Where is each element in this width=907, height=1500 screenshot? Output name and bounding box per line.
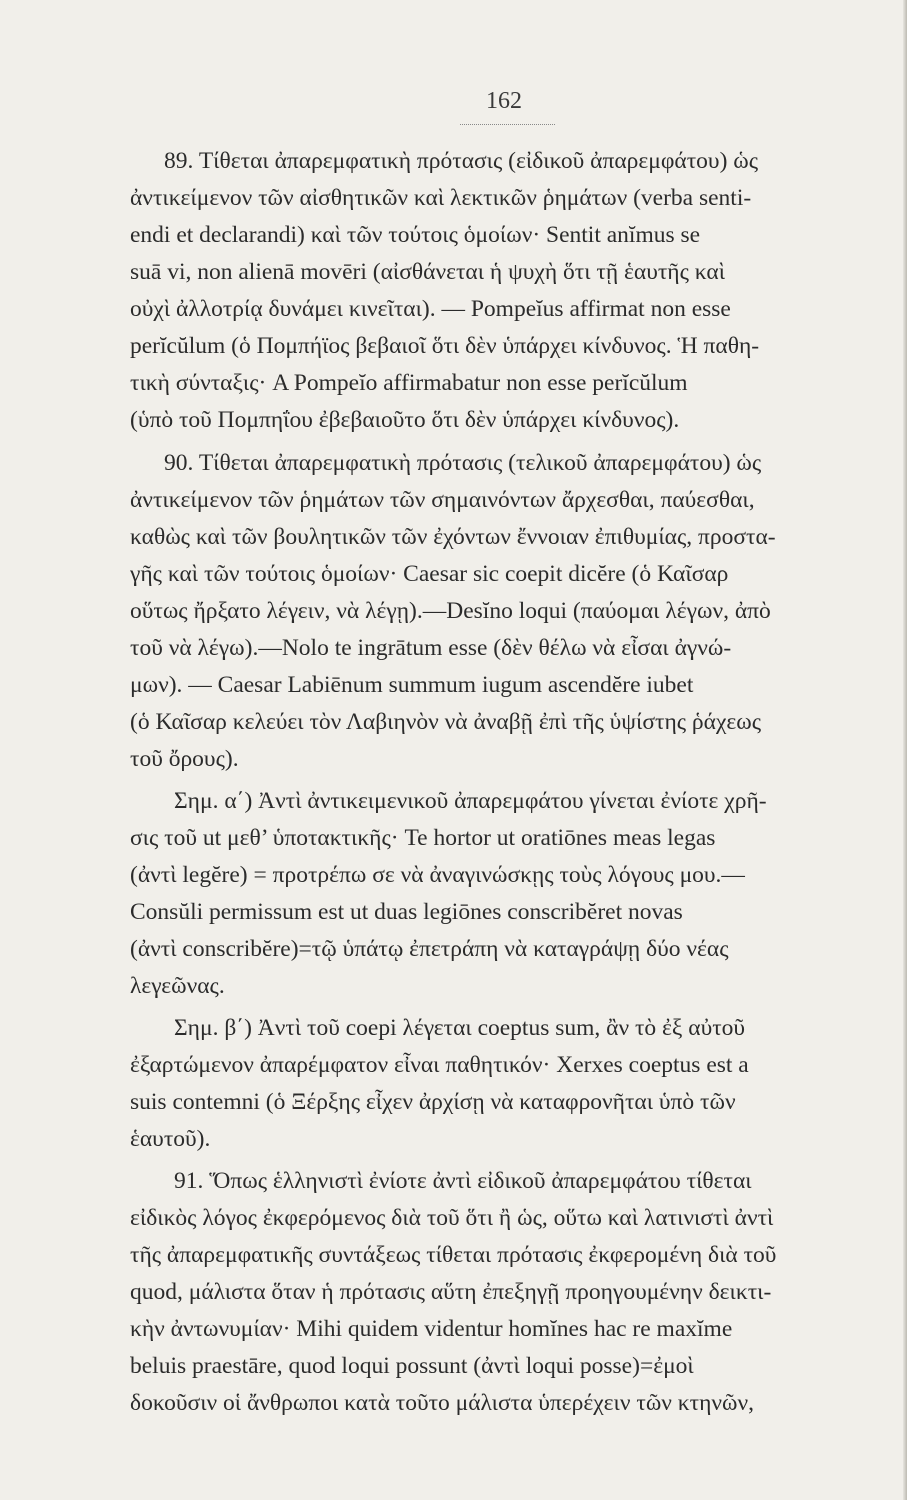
text-line: ἀντικείμενον τῶν ῥημάτων τῶν σημαινόντων ἄρχεσθαι, παύεσθαι, xyxy=(130,487,755,513)
text-line: Σημ. α΄) Ἀντὶ ἀντικειμενικοῦ ἀπαρεμφάτου γίνεται ἐνίοτε χρῆ- xyxy=(174,788,767,814)
text-line: ἀντικείμενον τῶν αἰσθητικῶν καὶ λεκτικῶν ῥημάτων (verba senti- xyxy=(130,185,752,211)
page-edge-shadow xyxy=(903,0,907,1500)
text-line: beluis praestāre, quod loqui possunt (ἀντὶ loqui posse)=ἐμοὶ xyxy=(130,1353,694,1379)
text-line: τικὴ σύνταξις· A Pompeĭo affirmabatur non esse perĭcŭlum xyxy=(130,370,688,396)
text-line: ἐξαρτώμενον ἀπαρέμφατον εἶναι παθητικόν· Xerxes coeptus est a xyxy=(130,1052,749,1078)
text-line: 90. Τίθεται ἀπαρεμφατικὴ πρότασις (τελικοῦ ἀπαρεμφάτου) ὡς xyxy=(164,450,762,476)
text-line: quod, μάλιστα ὅταν ἡ πρότασις αὕτη ἐπεξηγῇ προηγουμένην δεικτι- xyxy=(130,1279,772,1305)
text-line: εἰδικὸς λόγος ἐκφερόμενος διὰ τοῦ ὅτι ἢ ὡς, οὕτω καὶ λατινιστὶ ἀντὶ xyxy=(130,1205,774,1231)
text-line: δοκοῦσιν οἱ ἄνθρωποι κατὰ τοῦτο μάλιστα ὑπερέχειν τῶν κτηνῶν, xyxy=(130,1390,754,1416)
text-line: μων). — Caesar Labiēnum summum iugum ascendĕre iubet xyxy=(130,672,694,698)
text-line: suis contemni (ὁ Ξέρξης εἶχεν ἀρχίσῃ νὰ καταφρονῆται ὑπὸ τῶν xyxy=(130,1089,736,1115)
text-line: καθὼς καὶ τῶν βουλητικῶν τῶν ἐχόντων ἔννοιαν ἐπιθυμίας, προστα- xyxy=(130,524,776,550)
text-line: γῆς καὶ τῶν τούτοις ὁμοίων· Caesar sic coepit dicĕre (ὁ Καῖσαρ xyxy=(130,561,729,587)
text-line: τοῦ ὄρους). xyxy=(130,746,239,772)
text-line: perĭcŭlum (ὁ Πομπήϊος βεβαιοῖ ὅτι δὲν ὑπάρχει κίνδυνος. Ἡ παθη- xyxy=(130,333,760,359)
text-line: 91. Ὅπως ἑλληνιστὶ ἐνίοτε ἀντὶ εἰδικοῦ ἀπαρεμφάτου τίθεται xyxy=(174,1168,752,1194)
text-line: λεγεῶνας. xyxy=(130,973,225,999)
text-line: τῆς ἀπαρεμφατικῆς συντάξεως τίθεται πρότασις ἐκφερομένη διὰ τοῦ xyxy=(130,1242,777,1268)
text-line: (ἀντὶ conscribĕre)=τῷ ὑπάτῳ ἐπετράπη νὰ καταγράψῃ δύο νέας xyxy=(130,936,729,962)
text-line: (ἀντὶ legĕre) = προτρέπω σε νὰ ἀναγινώσκῃς τοὺς λόγους μου.— xyxy=(130,862,745,888)
text-line: σις τοῦ ut μεθ’ ὑποτακτικῆς· Te hortor ut oratiōnes meas legas xyxy=(130,825,716,851)
text-line: (ὁ Καῖσαρ κελεύει τὸν Λαβιηνὸν νὰ ἀναβῇ ἐπὶ τῆς ὑψίστης ῥάχεως xyxy=(130,709,762,735)
text-line: οὕτως ἤρξατο λέγειν, νὰ λέγῃ).—Desĭno loqui (παύομαι λέγων, ἀπὸ xyxy=(130,598,771,624)
text-line: Σημ. β΄) Ἀντὶ τοῦ coepi λέγεται coeptus sum, ἂν τὸ ἐξ αὐτοῦ xyxy=(174,1015,746,1041)
text-line: (ὑπὸ τοῦ Πομπηΐου ἐβεβαιοῦτο ὅτι δὲν ὑπάρχει κίνδυνος). xyxy=(130,407,680,433)
text-line: οὐχὶ ἀλλοτρίᾳ δυνάμει κινεῖται). — Pompeĭus affirmat non esse xyxy=(130,296,731,322)
page-number-rule xyxy=(460,124,555,125)
text-line: 89. Τίθεται ἀπαρεμφατικὴ πρότασις (εἰδικοῦ ἀπαρεμφάτου) ὡς xyxy=(164,148,759,174)
text-line: Consŭli permissum est ut duas legiōnes conscribĕret novas xyxy=(130,899,683,925)
text-line: ἑαυτοῦ). xyxy=(130,1126,211,1152)
text-line: κὴν ἀντωνυμίαν· Mihi quidem videntur homĭnes hac re maxĭme xyxy=(130,1316,733,1342)
text-line: suā vi, non alienā movēri (αἰσθάνεται ἡ ψυχὴ ὅτι τῇ ἑαυτῆς καὶ xyxy=(130,259,726,285)
text-line: endi et declarandi) καὶ τῶν τούτοις ὁμοίων· Sentit anĭmus se xyxy=(130,222,701,248)
page-number: 162 xyxy=(486,88,522,114)
text-line: τοῦ νὰ λέγω).—Nolo te ingrātum esse (δὲν θέλω νὰ εἶσαι ἀγνώ- xyxy=(130,635,732,661)
